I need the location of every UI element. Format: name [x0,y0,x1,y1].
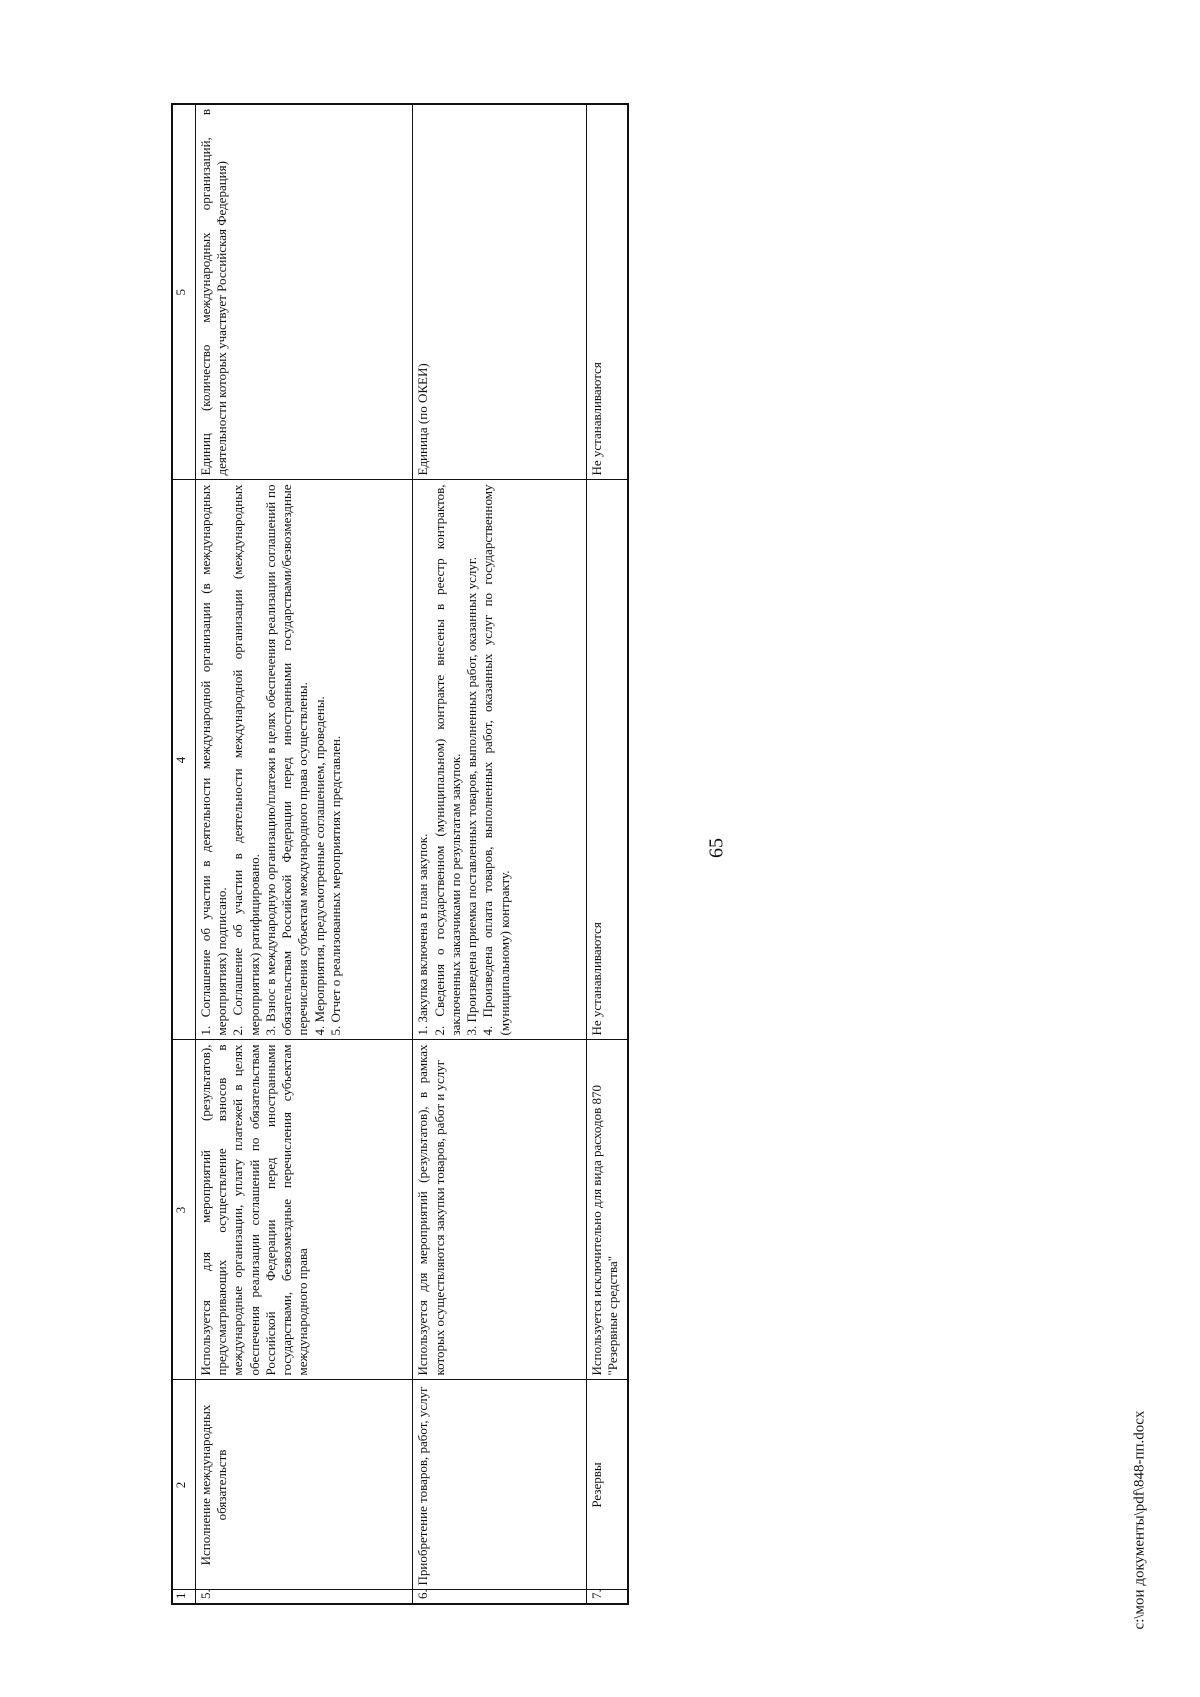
footer-file-path: c:\мои документы\pdf\848-пп.docx [1131,1410,1148,1630]
row-items [195,480,412,1040]
list-item: 2. Соглашение об участии в деятельности международной организации (международных мероприятиях) ратифицировано. [230,484,262,1036]
row-usage: Используется исключительно для вида расходов 870 "Резервные средства" [587,1040,628,1380]
row-usage: Используется для мероприятий (результатов), предусматривающих осуществление взносов в международные организации, уплату платежей в целях обеспечения реализации соглашений по обязательствам Российской Федерации перед иностранными государствами, безвозмездные перечисления субъектам международного права [195,1040,412,1380]
list-item: 4. Произведена оплата товаров, выполненных работ, оказанных услуг по государственному (муниципальному) контракту. [480,484,512,1036]
row-number: 5. [195,1590,412,1604]
list-item: 5. Отчет о реализованных мероприятиях представлен. [327,735,343,1036]
header-col-3: 3 [172,1040,195,1380]
row-items [587,480,628,1040]
row-unit: Не устанавливаются [587,104,628,480]
document-table-container [171,105,629,1605]
row-number: 7. [587,1590,628,1604]
table-row [587,104,628,1604]
header-col-5: 5 [172,104,195,480]
table-row [413,104,587,1604]
row-unit: Единица (по ОКЕИ) [413,104,587,480]
list-item: 1. Соглашение об участии в деятельности международной организации (в международных мероприятиях) подписано. [197,484,230,1036]
row-name: Резервы [587,1380,628,1590]
row-number: 6. [413,1590,587,1604]
list-item: 2. Сведения о государственном (муниципальном) контракте внесены в реестр контрактов, заключенных заказчиками по результатам закупок. [431,484,463,1036]
list-item: 1. Закупка включена в план закупок. [415,833,431,1036]
row-unit: Единиц (количество международных организаций, в деятельности которых участвует Российская Федерация) [195,104,412,480]
list-item: Не устанавливаются [589,922,605,1036]
row-name: Приобретение товаров, работ, услуг [413,1380,587,1590]
list-item: 3. Произведена приемка поставленных товаров, выполненных работ, оказанных услуг. [464,557,479,1036]
page-number: 65 [705,838,728,858]
header-col-4: 4 [172,480,195,1040]
row-usage: Используется для мероприятий (результатов), в рамках которых осуществляются закупки товаров, работ и услуг [413,1040,587,1380]
header-col-2: 2 [172,1380,195,1590]
row-items [413,480,587,1040]
header-col-1: 1 [172,1590,195,1604]
document-table [171,103,629,1605]
list-item: 4. Мероприятия, предусмотренные соглашением, проведены. [311,696,327,1036]
table-header-row [172,104,195,1604]
row-name: Исполнение международных обязательств [195,1380,412,1590]
list-item: 3. Взнос в международную организацию/платежи в целях обеспечения реализации соглашений по обязательствам Российской Федерации перед иностранными государствами/безвозмездные перечисления субъектам международного права осуществлены. [262,484,311,1036]
table-row [195,104,412,1604]
